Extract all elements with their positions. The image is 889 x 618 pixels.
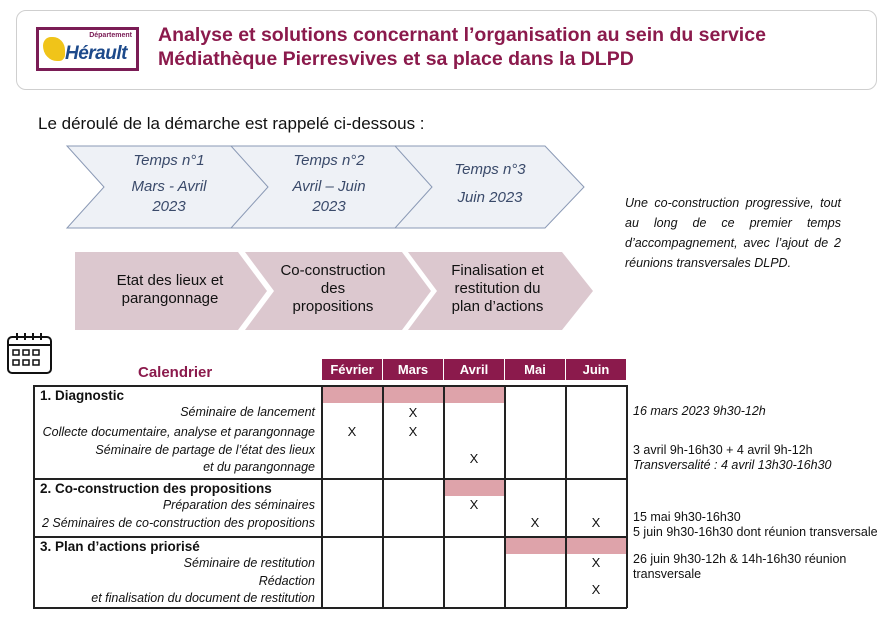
table-row-label: Rédaction	[258, 574, 315, 588]
phase-3-text	[425, 262, 570, 316]
schedule-mark: X	[408, 424, 418, 439]
phase-line: Co-construction	[280, 262, 386, 279]
grid-bottom	[33, 607, 627, 609]
timeline-period: Mars - Avril	[131, 178, 207, 195]
highlight-coconstruction	[444, 478, 504, 496]
grid-left	[33, 385, 35, 608]
schedule-mark: X	[530, 515, 540, 530]
table-row-label: 2 Séminaires de co-construction des propositions	[41, 516, 315, 530]
note-text: 5 juin 9h30-16h30 dont réunion transversale	[633, 525, 878, 539]
timeline-label: Temps n°1	[133, 152, 205, 169]
month-header: Février	[322, 359, 382, 380]
note-text-transversalite: Transversalité : 4 avril 13h30-16h30	[633, 458, 832, 472]
note-restitution	[633, 552, 846, 582]
phase-line: Finalisation et	[451, 262, 544, 279]
schedule-mark: X	[591, 555, 601, 570]
timeline-item-1	[104, 151, 234, 217]
section-title-coconstruction: 2. Co-construction des propositions	[40, 481, 272, 496]
month-header: Juin	[566, 359, 626, 380]
table-row-label: Collecte documentaire, analyse et parangonnage	[42, 425, 315, 439]
highlight-diagnostic	[322, 385, 504, 403]
schedule-mark: X	[469, 451, 479, 466]
note-text: transversale	[633, 567, 702, 581]
schedule-mark: X	[591, 515, 601, 530]
table-row-label: et du parangonnage	[203, 460, 315, 474]
phase-line: plan d’actions	[451, 298, 544, 315]
timeline-period-year: 2023	[152, 198, 186, 215]
table-row-label: Séminaire de partage de l’état des lieux	[95, 443, 315, 457]
section-title-diagnostic: 1. Diagnostic	[40, 388, 125, 403]
side-note: Une co-construction progressive, tout au long de ce premier temps d’accompagnement, avec l’ajout de 2 réunions transversales DLPD.	[625, 196, 841, 270]
logo-name-text: Hérault	[65, 43, 127, 64]
grid-col	[565, 385, 567, 608]
phase-1-text	[100, 272, 240, 308]
table-row-label: Préparation des séminaires	[162, 498, 315, 512]
note-text: 16 mars 2023 9h30-12h	[633, 404, 766, 418]
timeline-label: Temps n°2	[293, 152, 365, 169]
grid-col	[382, 385, 384, 608]
month-header: Mars	[383, 359, 443, 380]
note-text: 3 avril 9h-16h30 + 4 avril 9h-12h	[633, 443, 813, 457]
timeline-period: Avril – Juin	[292, 178, 366, 195]
intro-text: Le déroulé de la démarche est rappelé ci-dessous :	[38, 114, 425, 133]
table-row-label: Séminaire de lancement	[180, 405, 315, 419]
timeline-item-2	[264, 151, 394, 217]
note-coconstruction	[633, 510, 878, 540]
timeline-label: Temps n°3	[454, 161, 526, 178]
table-row-label: Séminaire de restitution	[183, 556, 315, 570]
schedule-mark: X	[347, 424, 357, 439]
calendar-icon	[6, 330, 54, 376]
grid-section-divider	[33, 478, 627, 480]
phase-2-text	[263, 262, 403, 316]
section-title-plan: 3. Plan d’actions priorisé	[40, 539, 200, 554]
note-text: 15 mai 9h30-16h30	[633, 510, 741, 524]
note-text: 26 juin 9h30-12h & 14h-16h30 réunion	[633, 552, 847, 566]
title-line-2: Médiathèque Pierresvives et sa place dans la DLPD	[158, 48, 634, 70]
grid-section-divider	[33, 536, 627, 538]
title-line-1: Analyse et solutions concernant l’organisation au sein du service	[158, 24, 766, 46]
timeline-period: Juin 2023	[457, 189, 523, 206]
grid-right	[626, 385, 628, 608]
month-header: Avril	[444, 359, 504, 380]
logo-department-text: Département	[89, 32, 132, 39]
phase-line: parangonnage	[121, 290, 219, 307]
table-row-label: et finalisation du document de restitution	[91, 591, 315, 605]
calendar-label: Calendrier	[138, 364, 213, 381]
schedule-mark: X	[469, 497, 479, 512]
timeline-period-year: 2023	[312, 198, 346, 215]
phase-line: des	[320, 280, 346, 297]
grid-top	[33, 385, 627, 387]
schedule-mark: X	[408, 405, 418, 420]
grid-col	[504, 385, 506, 608]
grid-col	[321, 385, 323, 608]
phase-line: Etat des lieux et	[116, 272, 224, 289]
grid-col	[443, 385, 445, 608]
phase-line: propositions	[292, 298, 374, 315]
note-partage	[633, 443, 832, 473]
schedule-mark: X	[591, 582, 601, 597]
month-header: Mai	[505, 359, 565, 380]
phase-line: restitution du	[454, 280, 541, 297]
timeline-item-3	[425, 160, 555, 208]
note-lancement	[633, 404, 766, 419]
